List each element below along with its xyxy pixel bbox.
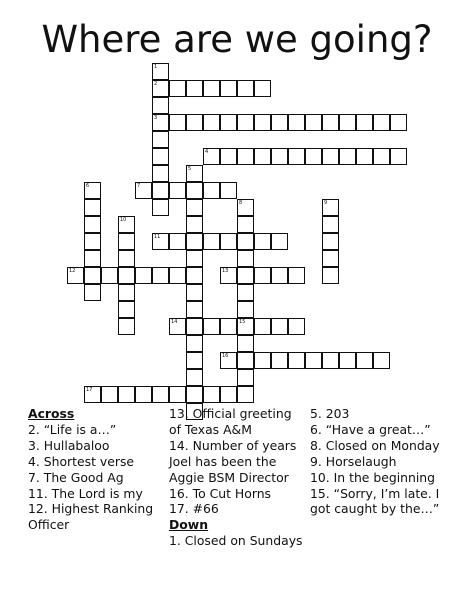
- grid-cell[interactable]: [390, 148, 407, 165]
- grid-cell[interactable]: [237, 216, 254, 233]
- grid-cell[interactable]: [220, 267, 237, 284]
- grid-cell[interactable]: [322, 250, 339, 267]
- grid-cell[interactable]: [322, 199, 339, 216]
- grid-cell[interactable]: [84, 182, 101, 199]
- grid-cell[interactable]: [152, 148, 169, 165]
- grid-cell[interactable]: [390, 114, 407, 131]
- grid-cell[interactable]: [237, 148, 254, 165]
- clue-across-14: 14. Number of years Joel has been the Aggie BSM Director: [169, 437, 297, 485]
- grid-cell[interactable]: [186, 267, 203, 284]
- grid-cell[interactable]: [84, 233, 101, 250]
- clue-across-16: 16. To Cut Horns: [169, 485, 272, 501]
- grid-cell[interactable]: [186, 80, 203, 97]
- grid-cell[interactable]: [254, 148, 271, 165]
- grid-cell[interactable]: [101, 386, 118, 403]
- grid-cell[interactable]: [118, 250, 135, 267]
- grid-cell[interactable]: [271, 148, 288, 165]
- grid-cell[interactable]: [305, 352, 322, 369]
- clues-column-2: [169, 406, 304, 549]
- grid-cell[interactable]: [237, 301, 254, 318]
- grid-cell[interactable]: [186, 318, 203, 335]
- clue-number: 14: [171, 319, 178, 325]
- across-header: Across: [28, 406, 75, 421]
- grid-cell[interactable]: [118, 216, 135, 233]
- clue-number: 8: [239, 200, 243, 206]
- grid-cell[interactable]: [254, 352, 271, 369]
- clue-number: 3: [154, 115, 158, 121]
- grid-cell[interactable]: [152, 199, 169, 216]
- grid-cell[interactable]: [135, 386, 152, 403]
- grid-cell[interactable]: [203, 114, 220, 131]
- clue-number: 16: [222, 353, 229, 359]
- grid-cell[interactable]: [84, 284, 101, 301]
- grid-cell[interactable]: [237, 250, 254, 267]
- clue-across-7: 7. The Good Ag: [28, 469, 124, 485]
- grid-cell[interactable]: [169, 114, 186, 131]
- grid-cell[interactable]: [152, 80, 169, 97]
- grid-cell[interactable]: [322, 352, 339, 369]
- grid-cell[interactable]: [356, 148, 373, 165]
- grid-cell[interactable]: [152, 63, 169, 80]
- grid-cell[interactable]: [169, 182, 186, 199]
- grid-cell[interactable]: [220, 233, 237, 250]
- grid-cell[interactable]: [186, 369, 203, 386]
- grid-cell[interactable]: [118, 284, 135, 301]
- grid-cell[interactable]: [237, 233, 254, 250]
- grid-cell[interactable]: [84, 216, 101, 233]
- grid-cell[interactable]: [373, 114, 390, 131]
- clue-down-5: 5. 203: [310, 406, 350, 421]
- grid-cell[interactable]: [118, 386, 135, 403]
- grid-cell[interactable]: [322, 114, 339, 131]
- grid-cell[interactable]: [169, 267, 186, 284]
- grid-cell[interactable]: [118, 301, 135, 318]
- grid-cell[interactable]: [305, 114, 322, 131]
- clue-across-4: 4. Shortest verse: [28, 453, 135, 469]
- grid-cell[interactable]: [169, 233, 186, 250]
- grid-cell[interactable]: [220, 352, 237, 369]
- grid-cell[interactable]: [271, 267, 288, 284]
- clue-across-2: 2. “Life is a…”: [28, 421, 117, 437]
- grid-cell[interactable]: [186, 182, 203, 199]
- grid-cell[interactable]: [220, 386, 237, 403]
- clue-down-8: 8. Closed on Monday: [310, 437, 440, 453]
- grid-cell[interactable]: [373, 352, 390, 369]
- grid-cell[interactable]: [118, 267, 135, 284]
- grid-cell[interactable]: [237, 352, 254, 369]
- clue-number: 17: [86, 387, 93, 393]
- grid-cell[interactable]: [237, 369, 254, 386]
- grid-cell[interactable]: [288, 318, 305, 335]
- clue-across-3: 3. Hullabaloo: [28, 437, 110, 453]
- grid-cell[interactable]: [135, 182, 152, 199]
- grid-cell[interactable]: [254, 318, 271, 335]
- grid-cell[interactable]: [152, 182, 169, 199]
- clue-down-1: 1. Closed on Sundays: [169, 533, 303, 549]
- clues-column-1: [28, 406, 158, 533]
- grid-cell[interactable]: [220, 80, 237, 97]
- grid-cell[interactable]: [118, 233, 135, 250]
- grid-cell[interactable]: [322, 233, 339, 250]
- grid-cell[interactable]: [84, 267, 101, 284]
- grid-cell[interactable]: [203, 386, 220, 403]
- grid-cell[interactable]: [186, 165, 203, 182]
- clue-number: 7: [137, 183, 141, 189]
- grid-cell[interactable]: [237, 284, 254, 301]
- clue-across-12: 12. Highest Ranking Officer: [28, 501, 154, 533]
- grid-cell[interactable]: [271, 352, 288, 369]
- grid-cell[interactable]: [271, 318, 288, 335]
- clue-across-11: 11. The Lord is my: [28, 485, 143, 501]
- grid-cell[interactable]: [322, 267, 339, 284]
- grid-cell[interactable]: [220, 318, 237, 335]
- grid-cell[interactable]: [135, 267, 152, 284]
- grid-cell[interactable]: [152, 165, 169, 182]
- grid-cell[interactable]: [67, 267, 84, 284]
- grid-cell[interactable]: [288, 352, 305, 369]
- puzzle-title: Where are we going?: [41, 18, 433, 61]
- grid-cell[interactable]: [169, 80, 186, 97]
- grid-cell[interactable]: [186, 352, 203, 369]
- grid-cell[interactable]: [152, 386, 169, 403]
- grid-cell[interactable]: [186, 250, 203, 267]
- clue-number: 4: [205, 149, 209, 155]
- grid-cell[interactable]: [339, 352, 356, 369]
- grid-cell[interactable]: [118, 318, 135, 335]
- grid-cell[interactable]: [186, 301, 203, 318]
- grid-cell[interactable]: [152, 267, 169, 284]
- grid-cell[interactable]: [220, 148, 237, 165]
- grid-cell[interactable]: [237, 335, 254, 352]
- grid-cell[interactable]: [254, 114, 271, 131]
- grid-cell[interactable]: [237, 80, 254, 97]
- grid-cell[interactable]: [322, 216, 339, 233]
- grid-cell[interactable]: [271, 233, 288, 250]
- grid-cell[interactable]: [186, 284, 203, 301]
- clue-down-6: 6. “Have a great…”: [310, 421, 431, 437]
- grid-cell[interactable]: [254, 233, 271, 250]
- grid-cell[interactable]: [203, 318, 220, 335]
- grid-cell[interactable]: [237, 199, 254, 216]
- grid-cell[interactable]: [237, 114, 254, 131]
- grid-cell[interactable]: [152, 131, 169, 148]
- grid-cell[interactable]: [169, 386, 186, 403]
- grid-cell[interactable]: [186, 114, 203, 131]
- clues-column-3: [310, 406, 460, 517]
- grid-cell[interactable]: [152, 114, 169, 131]
- clue-number: 2: [154, 81, 158, 87]
- clue-across-17: 17. #66: [169, 501, 219, 517]
- clue-across-13: 13. Official greeting of Texas A&M: [169, 406, 292, 437]
- grid-cell[interactable]: [254, 267, 271, 284]
- grid-cell[interactable]: [356, 114, 373, 131]
- grid-cell[interactable]: [84, 386, 101, 403]
- grid-cell[interactable]: [84, 250, 101, 267]
- clue-number: 1: [154, 64, 158, 70]
- clue-number: 13: [222, 268, 229, 274]
- grid-cell[interactable]: [203, 233, 220, 250]
- grid-cell[interactable]: [101, 267, 118, 284]
- grid-cell[interactable]: [339, 114, 356, 131]
- grid-cell[interactable]: [220, 182, 237, 199]
- clue-number: 15: [239, 319, 246, 325]
- clue-number: 9: [324, 200, 328, 206]
- grid-cell[interactable]: [152, 233, 169, 250]
- grid-cell[interactable]: [237, 318, 254, 335]
- grid-cell[interactable]: [169, 318, 186, 335]
- grid-cell[interactable]: [186, 199, 203, 216]
- clue-number: 5: [188, 166, 192, 172]
- clue-down-10: 10. In the beginning: [310, 469, 436, 485]
- grid-cell[interactable]: [288, 114, 305, 131]
- grid-cell[interactable]: [288, 267, 305, 284]
- grid-cell[interactable]: [152, 97, 169, 114]
- clue-number: 12: [69, 268, 76, 274]
- grid-cell[interactable]: [237, 386, 254, 403]
- clue-down-9: 9. Horselaugh: [310, 453, 397, 469]
- clue-down-15: 15. “Sorry, I’m late. I got caught by the…”: [310, 485, 440, 517]
- grid-cell[interactable]: [322, 148, 339, 165]
- grid-cell[interactable]: [186, 386, 203, 403]
- clue-number: 10: [120, 217, 127, 223]
- grid-cell[interactable]: [203, 80, 220, 97]
- grid-cell[interactable]: [356, 352, 373, 369]
- grid-cell[interactable]: [203, 148, 220, 165]
- grid-cell[interactable]: [84, 199, 101, 216]
- grid-cell[interactable]: [237, 267, 254, 284]
- grid-cell[interactable]: [288, 148, 305, 165]
- down-header: Down: [169, 517, 209, 533]
- grid-cell[interactable]: [254, 80, 271, 97]
- grid-cell[interactable]: [373, 148, 390, 165]
- grid-cell[interactable]: [271, 114, 288, 131]
- clue-number: 11: [154, 234, 161, 240]
- grid-cell[interactable]: [305, 148, 322, 165]
- grid-cell[interactable]: [186, 233, 203, 250]
- grid-cell[interactable]: [220, 114, 237, 131]
- grid-cell[interactable]: [186, 335, 203, 352]
- grid-cell[interactable]: [186, 216, 203, 233]
- clue-number: 6: [86, 183, 90, 189]
- grid-cell[interactable]: [203, 182, 220, 199]
- grid-cell[interactable]: [339, 148, 356, 165]
